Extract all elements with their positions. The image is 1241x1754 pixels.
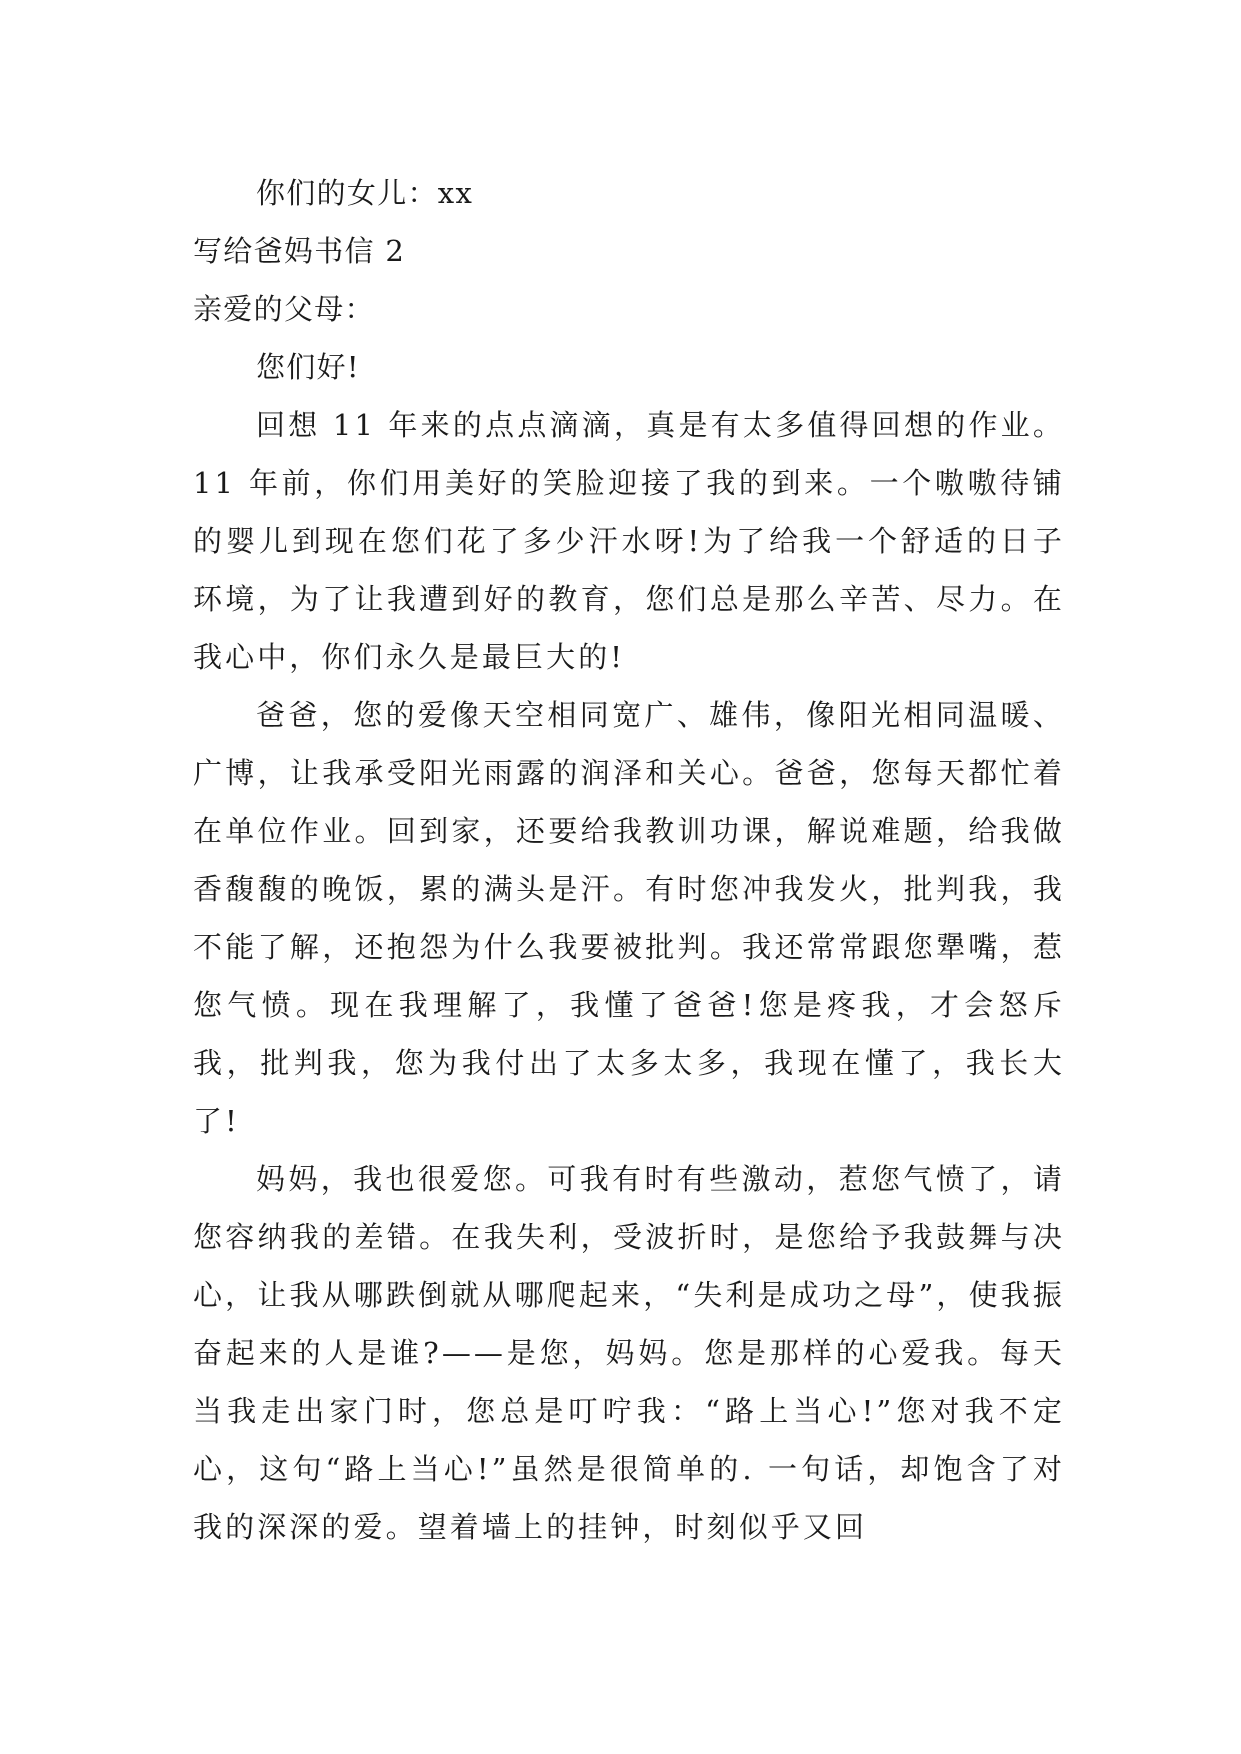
paragraph-memories: 回想 11 年来的点点滴滴，真是有太多值得回想的作业。11 年前，你们用美好的笑脸迎接了我的到来。一个嗷嗷待铺的婴儿到现在您们花了多少汗水呀!为了给我一个舒适的日子环境，为了让我遭到好的教育，您们总是那么辛苦、尽力。在我心中，你们永久是最巨大的! bbox=[193, 408, 1065, 674]
paragraph-father: 爸爸，您的爱像天空相同宽广、雄伟，像阳光相同温暖、广博，让我承受阳光雨露的润泽和关心。爸爸，您每天都忙着在单位作业。回到家，还要给我教训功课，解说难题，给我做香馥馥的晚饭，累的满头是汗。有时您冲我发火，批判我，我不能了解，还抱怨为什么我要被批判。我还常常跟您犟嘴，惹您气愤。现在我理解了，我懂了爸爸!您是疼我，才会怒斥我，批判我，您为我付出了太多太多，我现在懂了，我长大了! bbox=[193, 698, 1065, 1138]
paragraph-mother: 妈妈，我也很爱您。可我有时有些激动，惹您气愤了，请您容纳我的差错。在我失利，受波折时，是您给予我鼓舞与决心，让我从哪跌倒就从哪爬起来，“失利是成功之母”，使我振奋起来的人是谁?——是您，妈妈。您是那样的心爱我。每天当我走出家门时，您总是叮咛我：“路上当心!”您对我不定心，这句“路上当心!”虽然是很简单的. 一句话，却饱含了对我的深深的爱。望着墙上的挂钟，时刻似乎又回 bbox=[193, 1162, 1065, 1544]
greeting: 您们好! bbox=[256, 349, 360, 384]
salutation: 亲爱的父母： bbox=[193, 291, 375, 326]
letter-heading: 写给爸妈书信 2 bbox=[193, 233, 406, 268]
signature-line: 你们的女儿：xx bbox=[256, 175, 474, 210]
letter-body bbox=[193, 164, 1065, 1556]
